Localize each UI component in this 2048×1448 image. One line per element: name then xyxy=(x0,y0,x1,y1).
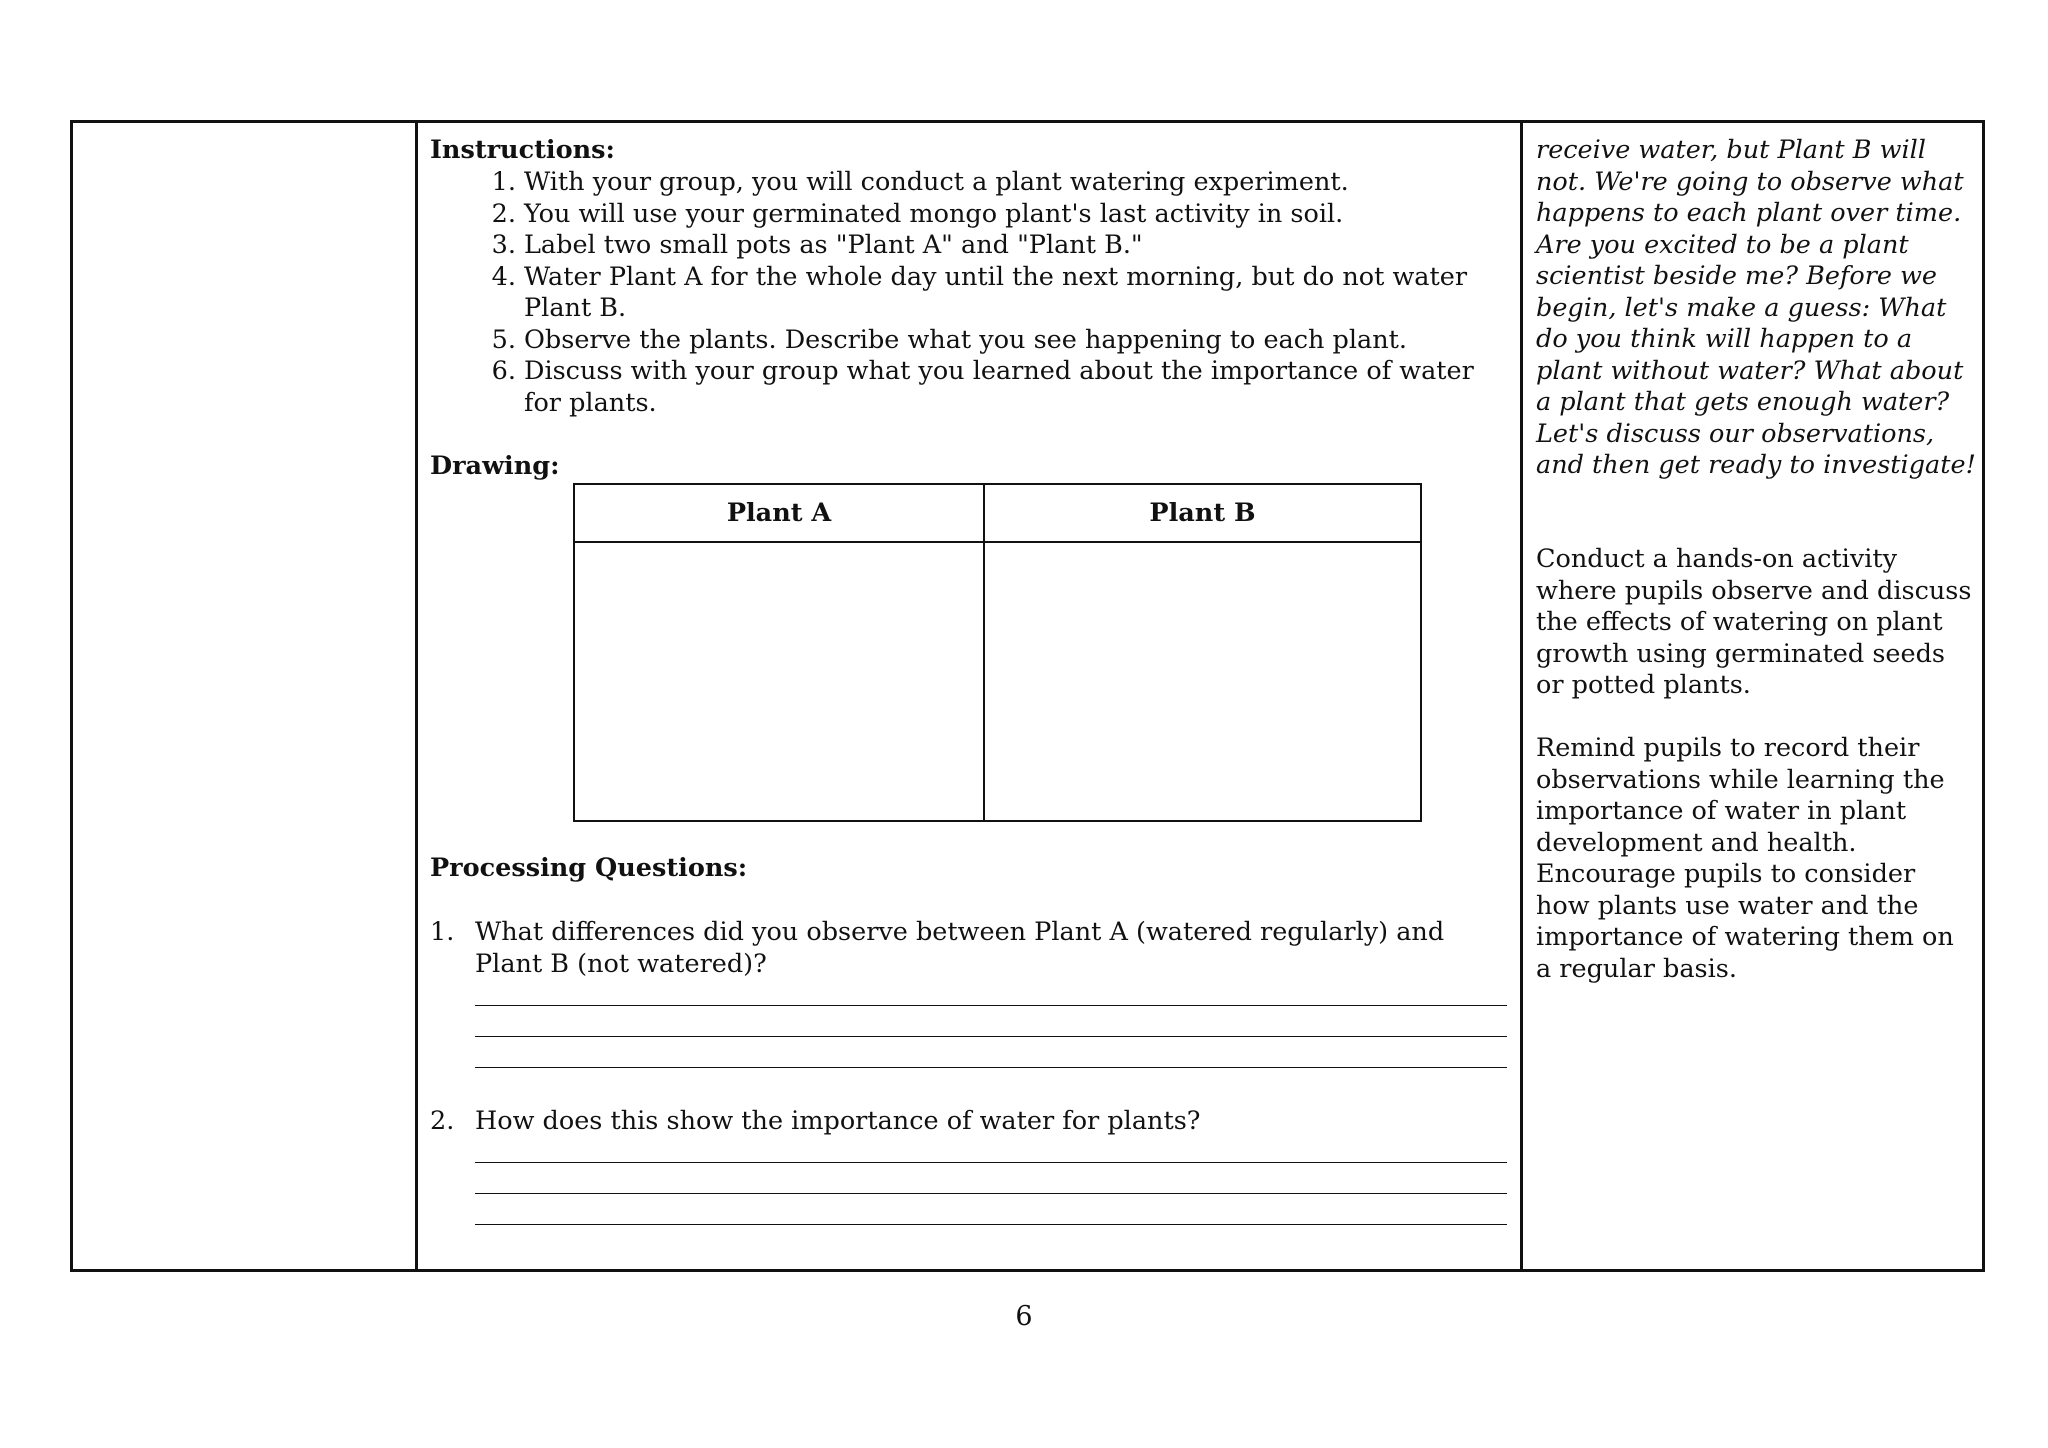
answer-line[interactable] xyxy=(475,1067,1507,1068)
left-column-cell xyxy=(73,123,418,1269)
processing-questions-heading: Processing Questions: xyxy=(430,853,748,883)
plant-b-drawing-area[interactable] xyxy=(985,543,1420,820)
teacher-note-paragraph: Conduct a hands-on activity where pupils observe and discuss the effects of watering on plant growth using germinated seeds or potted plants. xyxy=(1536,544,1972,700)
list-item-text: With your group, you will conduct a plant watering experiment. xyxy=(524,167,1349,197)
instructions-list xyxy=(474,167,1514,419)
list-item-text: Discuss with your group what you learned about the importance of water for plants. xyxy=(524,356,1474,418)
page-number: 6 xyxy=(1015,1301,1033,1332)
lesson-table xyxy=(70,120,1985,1272)
list-item-number: 5. xyxy=(491,324,516,355)
answer-line[interactable] xyxy=(475,1193,1507,1194)
list-item-number: 6. xyxy=(491,356,516,386)
activity-column-cell xyxy=(418,123,1523,1269)
list-item xyxy=(474,356,1514,419)
answer-line[interactable] xyxy=(475,1224,1507,1225)
list-item xyxy=(474,167,1514,199)
drawing-table-header xyxy=(575,485,1420,543)
teacher-notes-column-cell xyxy=(1523,123,1982,1269)
question-number: 1. xyxy=(430,917,455,947)
teacher-note-paragraph: Remind pupils to record their observations while learning the importance of water in plant development and health. Encourage pupils to consider how plants use water and the importance of watering them on a regular basis. xyxy=(1536,733,1954,984)
instructions-heading: Instructions: xyxy=(430,135,615,165)
plant-a-header: Plant A xyxy=(726,498,832,528)
list-item xyxy=(474,325,1514,357)
list-item xyxy=(474,230,1514,262)
list-item-number: 3. xyxy=(491,230,516,260)
list-item-text: Observe the plants. Describe what you see happening to each plant. xyxy=(524,324,1408,355)
answer-line[interactable] xyxy=(475,1036,1507,1037)
answer-line[interactable] xyxy=(475,1162,1507,1163)
question-text: What differences did you observe between Plant A (watered regularly) and Plant B (not watered)? xyxy=(475,917,1445,979)
question-number: 2. xyxy=(430,1106,455,1136)
question-text: How does this show the importance of water for plants? xyxy=(475,1106,1201,1136)
list-item-number: 2. xyxy=(491,198,516,229)
plant-b-header: Plant B xyxy=(1149,498,1256,528)
teacher-script-text: receive water, but Plant B will not. We're going to observe what happens to each plant over time. Are you excited to be a plant scientist beside me? Before we begin, let's make a guess: What do you think will happen to a plant without water? What about a plant that gets enough water? Let's discuss our observations, and then get ready to investigate! xyxy=(1536,135,1976,480)
list-item-text: Label two small pots as "Plant A" and "Plant B." xyxy=(524,230,1143,260)
drawing-table xyxy=(573,483,1422,822)
list-item xyxy=(474,199,1514,231)
plant-a-drawing-area[interactable] xyxy=(575,543,983,820)
answer-line[interactable] xyxy=(475,1005,1507,1006)
list-item-number: 1. xyxy=(491,167,516,197)
list-item-text: You will use your germinated mongo plant's last activity in soil. xyxy=(524,198,1344,229)
drawing-heading: Drawing: xyxy=(430,451,560,481)
list-item-number: 4. xyxy=(491,261,516,292)
list-item xyxy=(474,262,1514,325)
list-item-text: Water Plant A for the whole day until the next morning, but do not water Plant B. xyxy=(524,261,1468,323)
